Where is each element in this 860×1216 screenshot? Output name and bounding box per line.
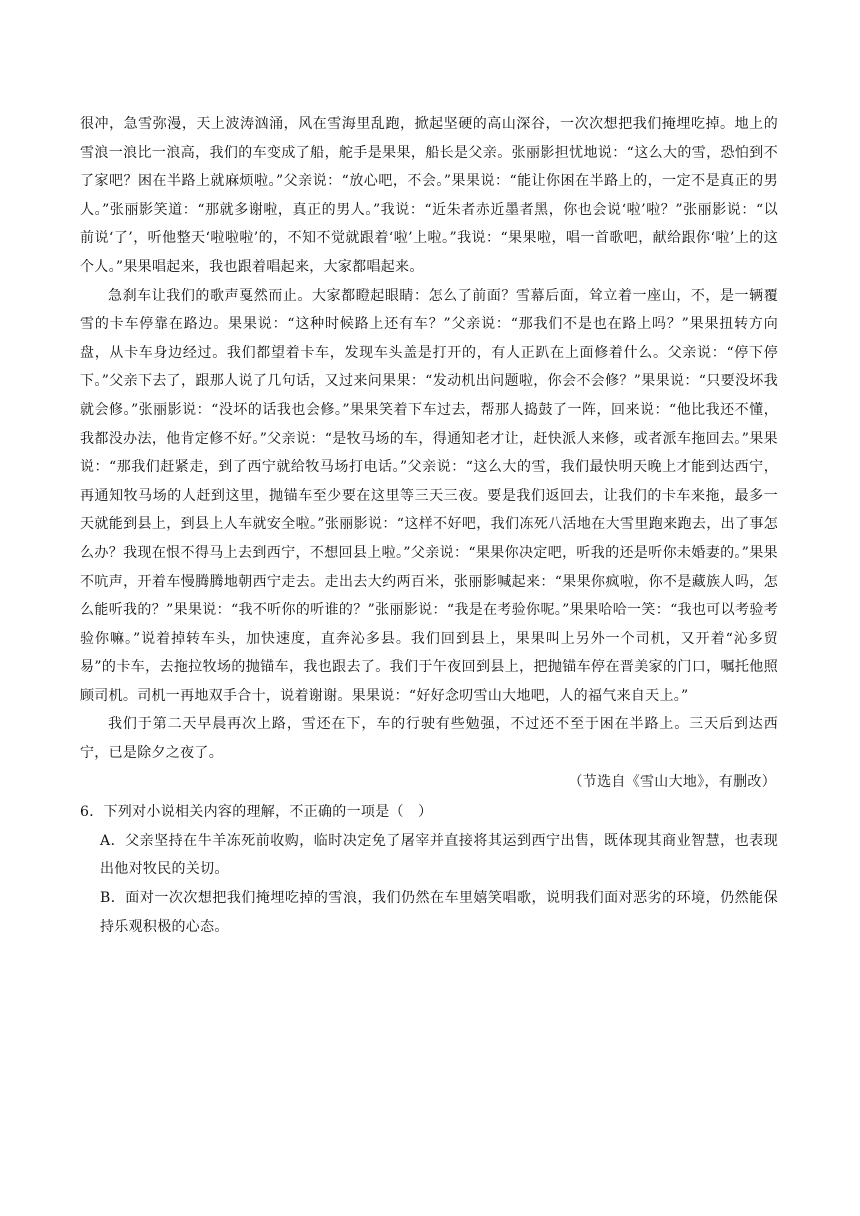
passage-source: （节选自《雪山大地》，有删改） [568,773,776,790]
passage-paragraph-3: 我们于第二天早晨再次上路，雪还在下，车的行驶有些勉强，不过还不至于困在半路上。三天后到达西宁，已是除夕之夜了。 [80,716,778,762]
option-b [100,884,778,941]
document-page [80,110,778,941]
question-options [80,827,778,941]
option-a [100,827,778,884]
question-stem: 6．下列对小说相关内容的理解，不正确的一项是（ ） [80,804,433,821]
passage-paragraph-2: 急刹车让我们的歌声戛然而止。大家都瞪起眼睛：怎么了前面？雪幕后面，耸立着一座山，不，是一辆覆雪的卡车停靠在路边。果果说：“这种时候路上还有车？”父亲说：“那我们不是也在路上吗？”果果扭转方向盘，从卡车身边经过。我们都望着卡车，发现车头盖是打开的，有人正趴在上面修着什么。父亲说：“停下停下。”父亲下去了，跟那人说了几句话，又过来问果果：“发动机出问题啦，你会不会修？”果果说：“只要没坏我就会修。”张丽影说：“没坏的话我也会修。”果果笑着下车过去，帮那人捣鼓了一阵，回来说：“他比我还不懂，我都没办法，他肯定修不好。”父亲说：“是牧马场的车，得通知老才让，赶快派人来修，或者派车拖回去。”果果说：“那我们赶紧走，到了西宁就给牧马场打电话。”父亲说：“这么大的雪，我们最快明天晚上才能到达西宁，再通知牧马场的人赶到这里，抛锚车至少要在这里等三天三夜。要是我们返回去，让我们的卡车来拖，最多一天就能到县上，到县上人车就安全啦。”张丽影说：“这样不好吧，我们冻死八活地在大雪里跑来跑去，出了事怎么办？我现在恨不得马上去到西宁，不想回县上啦。”父亲说：“果果你决定吧，听我的还是听你未婚妻的。”果果不吭声，开着车慢腾腾地朝西宁走去。走出去大约两百米，张丽影喊起来：“果果你疯啦，你不是藏族人吗，怎么能听我的？”果果说：“我不听你的听谁的？”张丽影说：“我是在考验你呢。”果果哈哈一笑：“我也可以考验考验你嘛。”说着掉转车头，加快速度，直奔沁多县。我们回到县上，果果叫上另外一个司机，又开着“沁多贸易”的卡车，去拖拉牧场的抛锚车，我也跟去了。我们于午夜回到县上，把抛锚车停在晋美家的门口，嘱托他照顾司机。司机一再地双手合十，说着谢谢。果果说：“好好念叨雪山大地吧，人的福气来自天上。” [80,287,778,704]
passage-paragraph-1: 很冲，急雪弥漫，天上波涛汹涌，风在雪海里乱跑，掀起坚硬的高山深谷，一次次想把我们掩埋吃掉。地上的雪浪一浪比一浪高，我们的车变成了船，舵手是果果，船长是父亲。张丽影担忧地说：“这么大的雪，恐怕到不了家吧？困在半路上就麻烦啦。”父亲说：“放心吧，不会。”果果说：“能让你困在半路上的，一定不是真正的男人。”张丽影笑道：“那就多谢啦，真正的男人。”我说：“近朱者赤近墨者黑，你也会说‘啦’啦？”张丽影说：“以前说‘了’，听他整天‘啦啦啦’的，不知不觉就跟着‘啦’上啦。”我说：“果果啦，唱一首歌吧，献给跟你‘啦’上的这个人。”果果唱起来，我也跟着唱起来，大家都唱起来。 [80,116,778,275]
option-b-text: B．面对一次次想把我们掩埋吃掉的雪浪，我们仍然在车里嬉笑唱歌，说明我们面对恶劣的环境，仍然能保持乐观积极的心态。 [100,890,778,935]
option-a-text: A．父亲坚持在牛羊冻死前收购，临时决定免了屠宰并直接将其运到西宁出售，既体现其商业智慧，也表现出他对牧民的关切。 [100,832,778,878]
